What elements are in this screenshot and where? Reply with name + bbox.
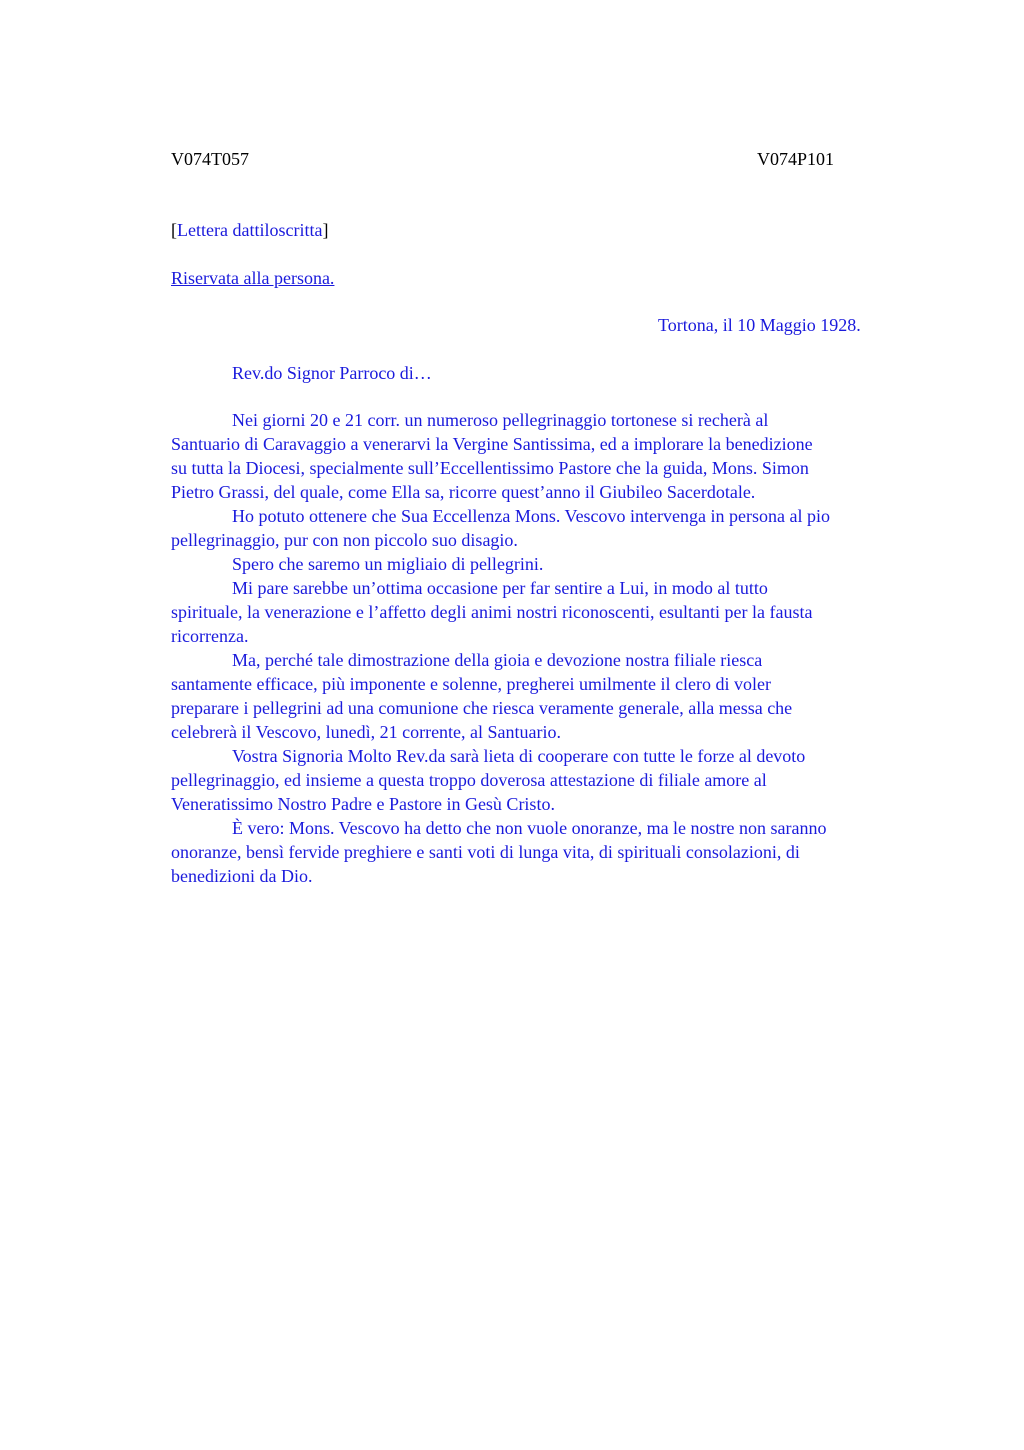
letter-type-note <box>171 218 328 242</box>
paragraph: Mi pare sarebbe un’ottima occasione per far sentire a Lui, in modo al tutto spirituale, la venerazione e l’affetto degli animi nostri riconoscenti, esultanti per la fausta ricorrenza. <box>171 578 813 646</box>
confidential-note: Riservata alla persona. <box>171 268 335 288</box>
document-code-right: V074P101 <box>757 149 835 169</box>
dateline: Tortona, il 10 Maggio 1928. <box>658 315 861 335</box>
paragraph: È vero: Mons. Vescovo ha detto che non vuole onoranze, ma le nostre non saranno onoranze, bensì fervide preghiere e santi voti di lunga vita, di spirituali consolazioni, di benedizioni da Dio. <box>171 818 827 886</box>
document-code-left: V074T057 <box>171 149 249 169</box>
letter-body <box>171 408 931 888</box>
paragraph: Spero che saremo un migliaio di pellegrini. <box>232 554 544 574</box>
paragraph: Ho potuto ottenere che Sua Eccellenza Mons. Vescovo intervenga in persona al pio pellegrinaggio, pur con non piccolo suo disagio. <box>171 506 830 550</box>
paragraph: Nei giorni 20 e 21 corr. un numeroso pellegrinaggio tortonese si recherà al Santuario di Caravaggio a venerarvi la Vergine Santissima, ed a implorare la benedizione su tutta la Diocesi, specialmente sull’Eccellentissimo Pastore che la guida, Mons. Simon Pietro Grassi, del quale, come Ella sa, ricorre quest’anno il Giubileo Sacerdotale. <box>171 410 813 502</box>
open-bracket: [ <box>171 220 177 240</box>
paragraph: Ma, perché tale dimostrazione della gioia e devozione nostra filiale riesca santamente efficace, più imponente e solenne, pregherei umilmente il clero di voler preparare i pellegrini ad una comunione che riesca veramente generale, alla messa che celebrerà il Vescovo, lunedì, 21 corrente, al Santuario. <box>171 650 793 742</box>
salutation: Rev.do Signor Parroco di… <box>232 363 432 383</box>
letter-type-label: Lettera dattiloscritta <box>177 220 323 240</box>
close-bracket: ] <box>322 220 329 240</box>
paragraph: Vostra Signoria Molto Rev.da sarà lieta di cooperare con tutte le forze al devoto pellegrinaggio, ed insieme a questa troppo doverosa attestazione di filiale amore al Veneratissimo Nostro Padre e Pastore in Gesù Cristo. <box>171 746 806 814</box>
